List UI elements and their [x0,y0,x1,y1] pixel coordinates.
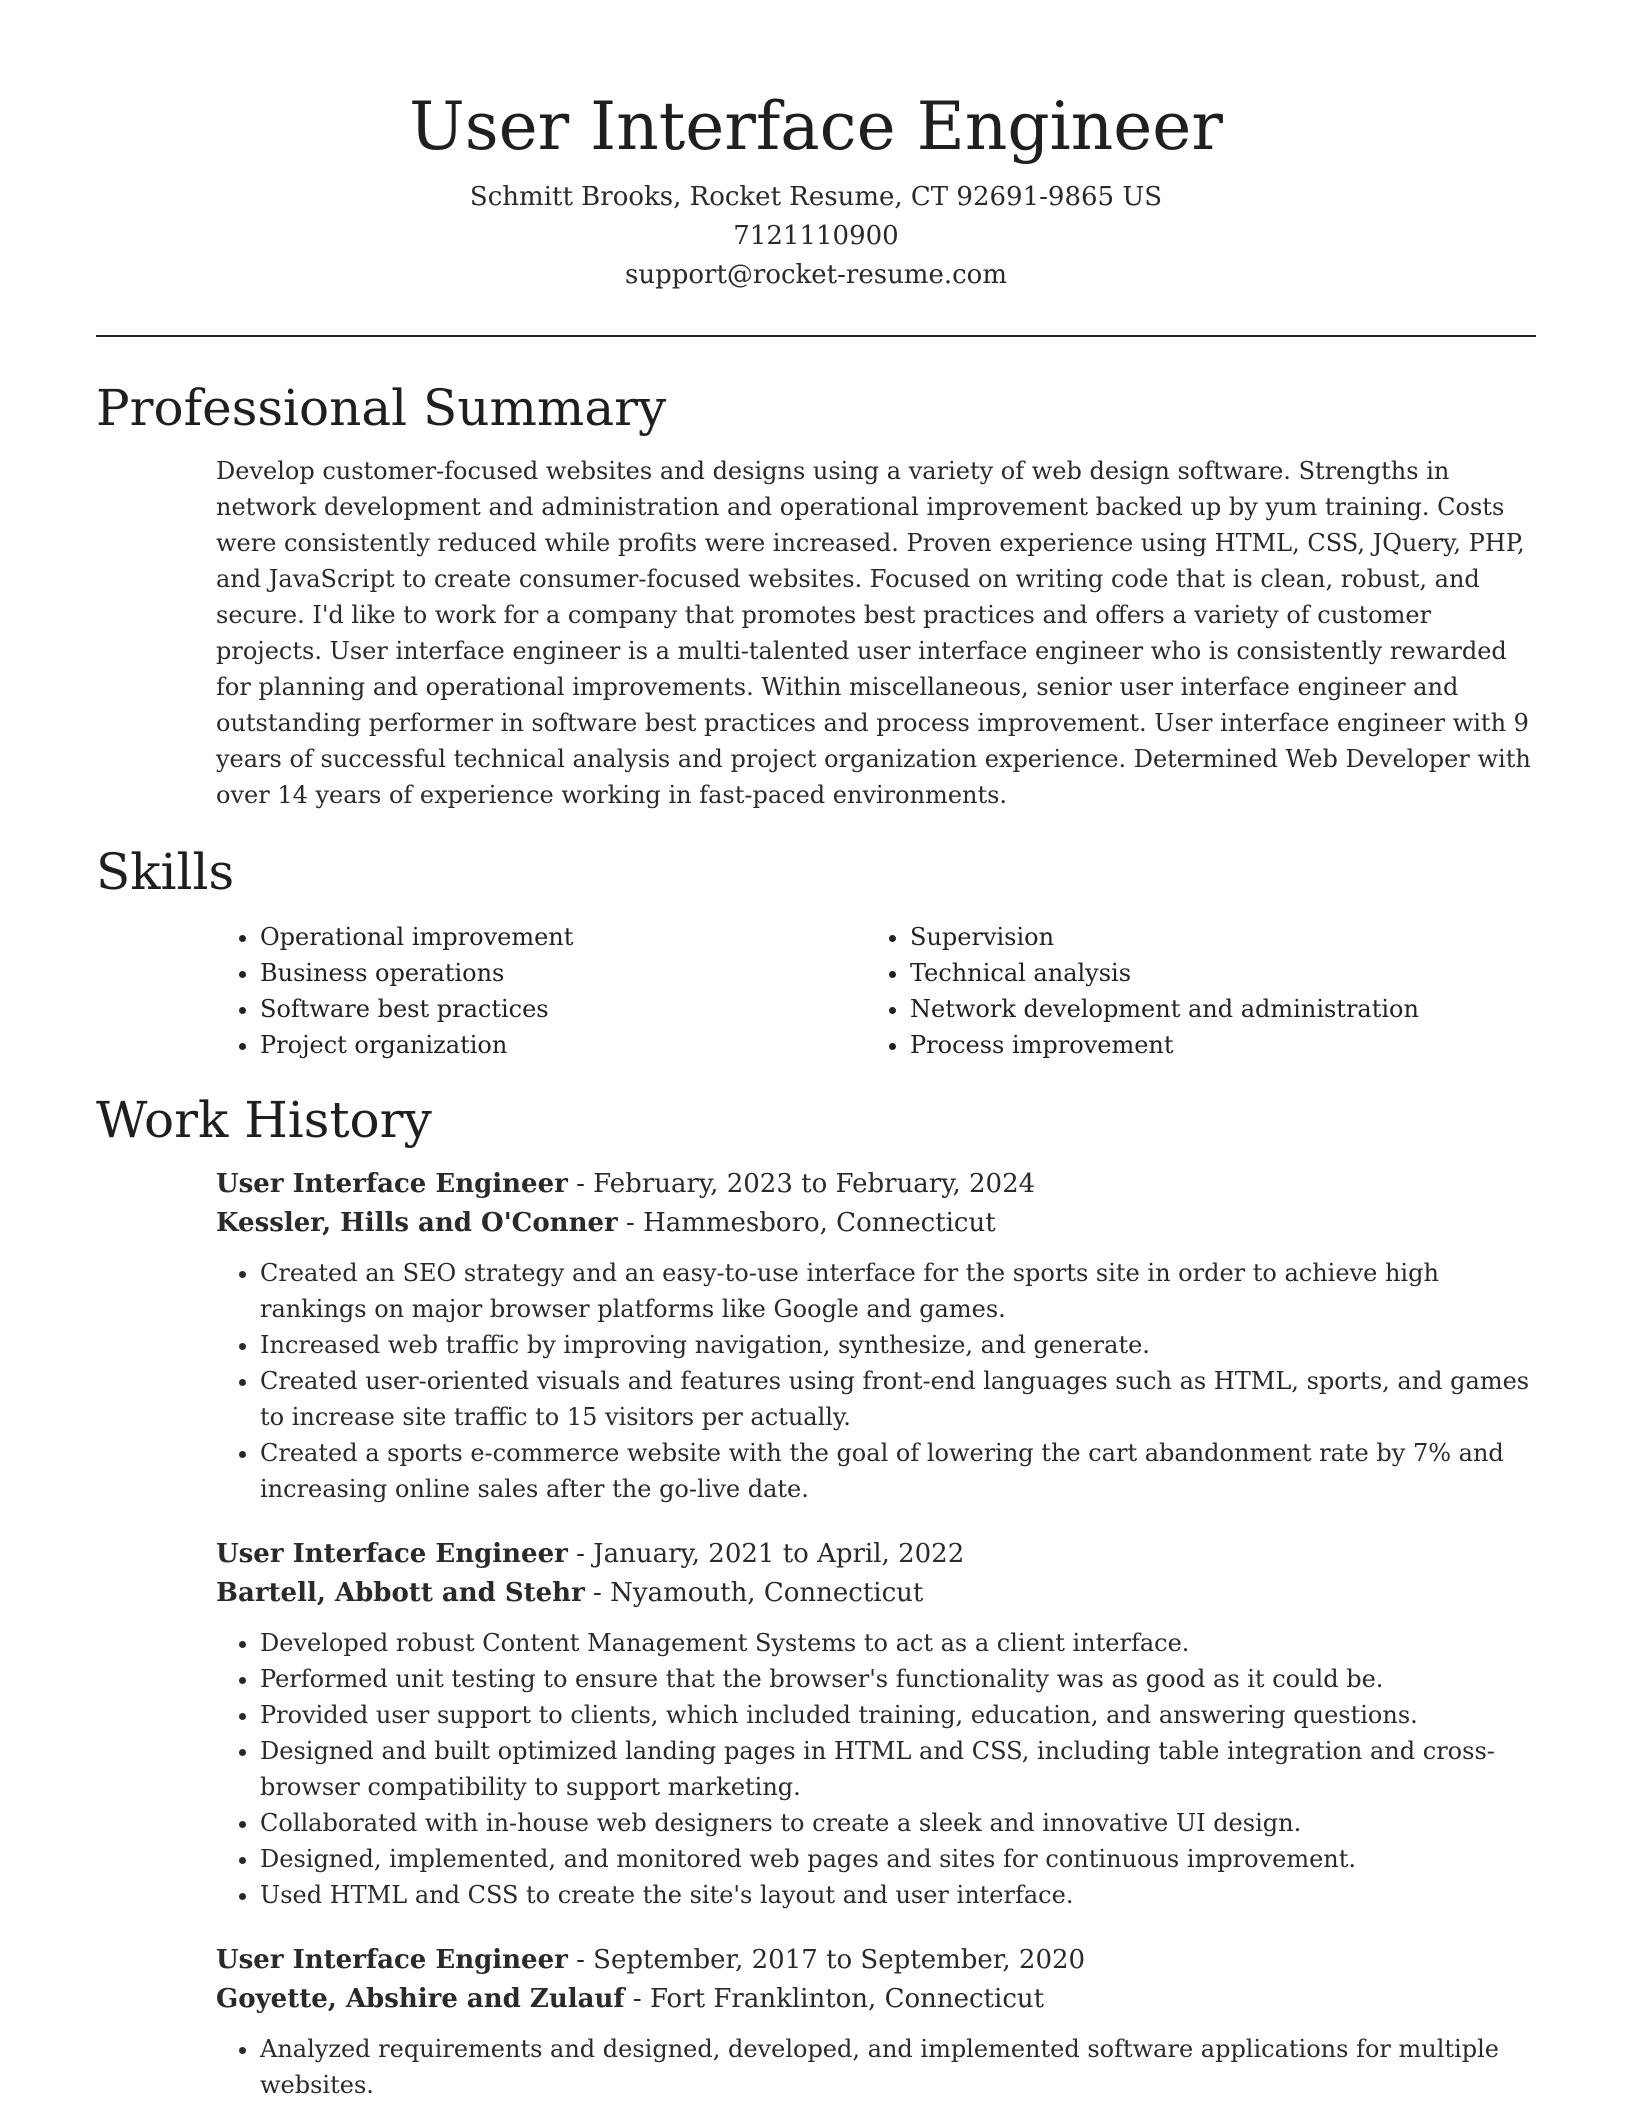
job-dates: February, 2023 to February, 2024 [593,1169,1036,1199]
job-bullet: • Created user-oriented visuals and features using front-end languages such as HTML, sports, and games to increase site traffic to 15 visitors per actually. [260,1363,1536,1435]
job-title: User Interface Engineer [216,1539,568,1569]
job-bullet: • Analyzed requirements and designed, developed, and implemented software applications for multiple websites. [260,2031,1536,2103]
skill-item: • Business operations [260,955,866,991]
job-bullets [216,1255,1536,1507]
job-company: Kessler, Hills and O'Conner [216,1208,618,1238]
job-bullet: • Designed and built optimized landing pages in HTML and CSS, including table integration and cross-browser compatibility to support marketing. [260,1733,1536,1805]
job-bullet: • Increased web traffic by improving navigation, synthesize, and generate. [260,1327,1536,1363]
job-entry [216,1165,1536,1507]
job-entry [216,1941,1536,2103]
header-divider [96,335,1536,337]
skills-list-right [866,919,1510,1063]
job-location: Fort Franklinton, Connecticut [649,1984,1045,2014]
job-title-line: User Interface Engineer - February, 2023 to February, 2024 [216,1169,1036,1199]
job-bullet: • Used HTML and CSS to create the site's layout and user interface. [260,1877,1536,1913]
job-bullet: • Developed robust Content Management Systems to act as a client interface. [260,1625,1536,1661]
work-history-heading: Work History [96,1091,432,1149]
job-title-line: User Interface Engineer - January, 2021 to April, 2022 [216,1539,965,1569]
job-bullet: • Created an SEO strategy and an easy-to-use interface for the sports site in order to achieve high rankings on major browser platforms like Google and games. [260,1255,1536,1327]
contact-address: Schmitt Brooks, Rocket Resume, CT 92691-9865 US [469,182,1163,212]
skill-item: • Project organization [260,1027,866,1063]
job-bullet: • Performed unit testing to ensure that the browser's functionality was as good as it could be. [260,1661,1536,1697]
resume-header [96,0,1536,295]
job-bullet: • Collaborated with in-house web designers to create a sleek and innovative UI design. [260,1805,1536,1841]
job-company-line: Bartell, Abbott and Stehr - Nyamouth, Connecticut [216,1578,924,1608]
job-company: Goyette, Abshire and Zulauf [216,1984,625,2014]
contact-email: support@rocket-resume.com [624,260,1007,290]
skills-heading: Skills [96,843,235,901]
job-dates: January, 2021 to April, 2022 [593,1539,965,1569]
job-entry [216,1535,1536,1913]
job-bullet: • Provided user support to clients, which included training, education, and answering questions. [260,1697,1536,1733]
job-bullets [216,1625,1536,1913]
contact-phone: 7121110900 [733,221,899,251]
contact-block [96,178,1536,295]
summary-heading: Professional Summary [96,379,667,437]
job-title: User Interface Engineer [216,1169,568,1199]
skills-list-left [216,919,866,1063]
job-company: Bartell, Abbott and Stehr [216,1578,585,1608]
job-location: Nyamouth, Connecticut [610,1578,924,1608]
job-title: User Interface Engineer [216,1945,568,1975]
skill-item: • Supervision [910,919,1510,955]
skill-item: • Process improvement [910,1027,1510,1063]
job-company-line: Kessler, Hills and O'Conner - Hammesboro, Connecticut [216,1208,996,1238]
job-bullet: • Created a sports e-commerce website with the goal of lowering the cart abandonment rate by 7% and increasing online sales after the go-live date. [260,1435,1536,1507]
skills-columns [216,919,1536,1063]
job-bullets [216,2031,1536,2103]
skill-item: • Operational improvement [260,919,866,955]
resume-title: User Interface Engineer [409,88,1223,165]
resume-page [96,0,1536,2103]
skill-item: • Software best practices [260,991,866,1027]
job-title-line: User Interface Engineer - September, 2017 to September, 2020 [216,1945,1086,1975]
job-location: Hammesboro, Connecticut [643,1208,996,1238]
work-history-list [216,1165,1536,2103]
job-bullet: • Designed, implemented, and monitored web pages and sites for continuous improvement. [260,1841,1536,1877]
skill-item: • Network development and administration [910,991,1510,1027]
job-dates: September, 2017 to September, 2020 [593,1945,1086,1975]
job-company-line: Goyette, Abshire and Zulauf - Fort Franklinton, Connecticut [216,1984,1045,2014]
skill-item: • Technical analysis [910,955,1510,991]
summary-text: Develop customer-focused websites and designs using a variety of web design software. Strengths in network development and administration and operational improvement backed up by yum training. Costs were consistently reduced while profits were increased. Proven experience using HTML, CSS, JQuery, PHP, and JavaScript to create consumer-focused websites. Focused on writing code that is clean, robust, and secure. I'd like to work for a company that promotes best practices and offers a variety of customer projects. User interface engineer is a multi-talented user interface engineer who is consistently rewarded for planning and operational improvements. Within miscellaneous, senior user interface engineer and outstanding performer in software best practices and process improvement. User interface engineer with 9 years of successful technical analysis and project organization experience. Determined Web Developer with over 14 years of experience working in fast-paced environments. [216,457,1531,809]
